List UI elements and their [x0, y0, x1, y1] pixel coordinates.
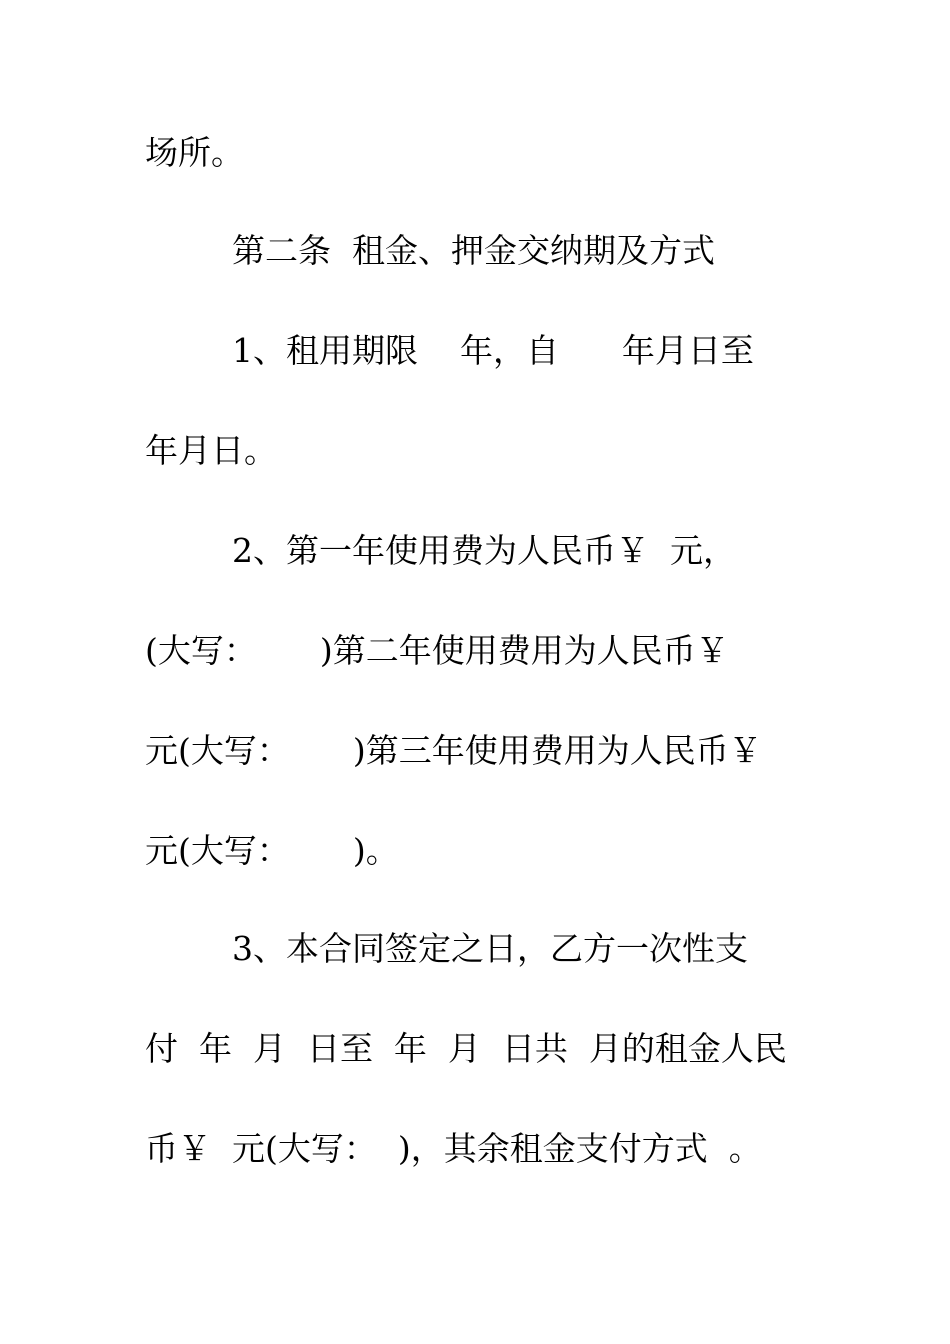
- text-line: (大写： )第二年使用费用为人民币￥: [145, 631, 729, 670]
- text-line: 元(大写： )。: [145, 831, 399, 870]
- text-line: 3、本合同签定之日，乙方一次性支: [232, 929, 748, 968]
- text-line: 年月日。: [145, 431, 277, 470]
- text-line: 付 年 月 日至 年 月 日共 月的租金人民: [145, 1029, 787, 1068]
- text-line: 场所。: [145, 133, 244, 172]
- text-line: 2、第一年使用费为人民币￥ 元，: [232, 531, 736, 570]
- text-line: 元(大写： )第三年使用费用为人民币￥: [145, 731, 762, 770]
- text-line: 1、租用期限 年，自 年月日至: [232, 331, 754, 370]
- section-heading: 第二条 租金、押金交纳期及方式: [232, 231, 715, 270]
- text-line: 币￥ 元(大写： )，其余租金支付方式 。: [145, 1129, 762, 1168]
